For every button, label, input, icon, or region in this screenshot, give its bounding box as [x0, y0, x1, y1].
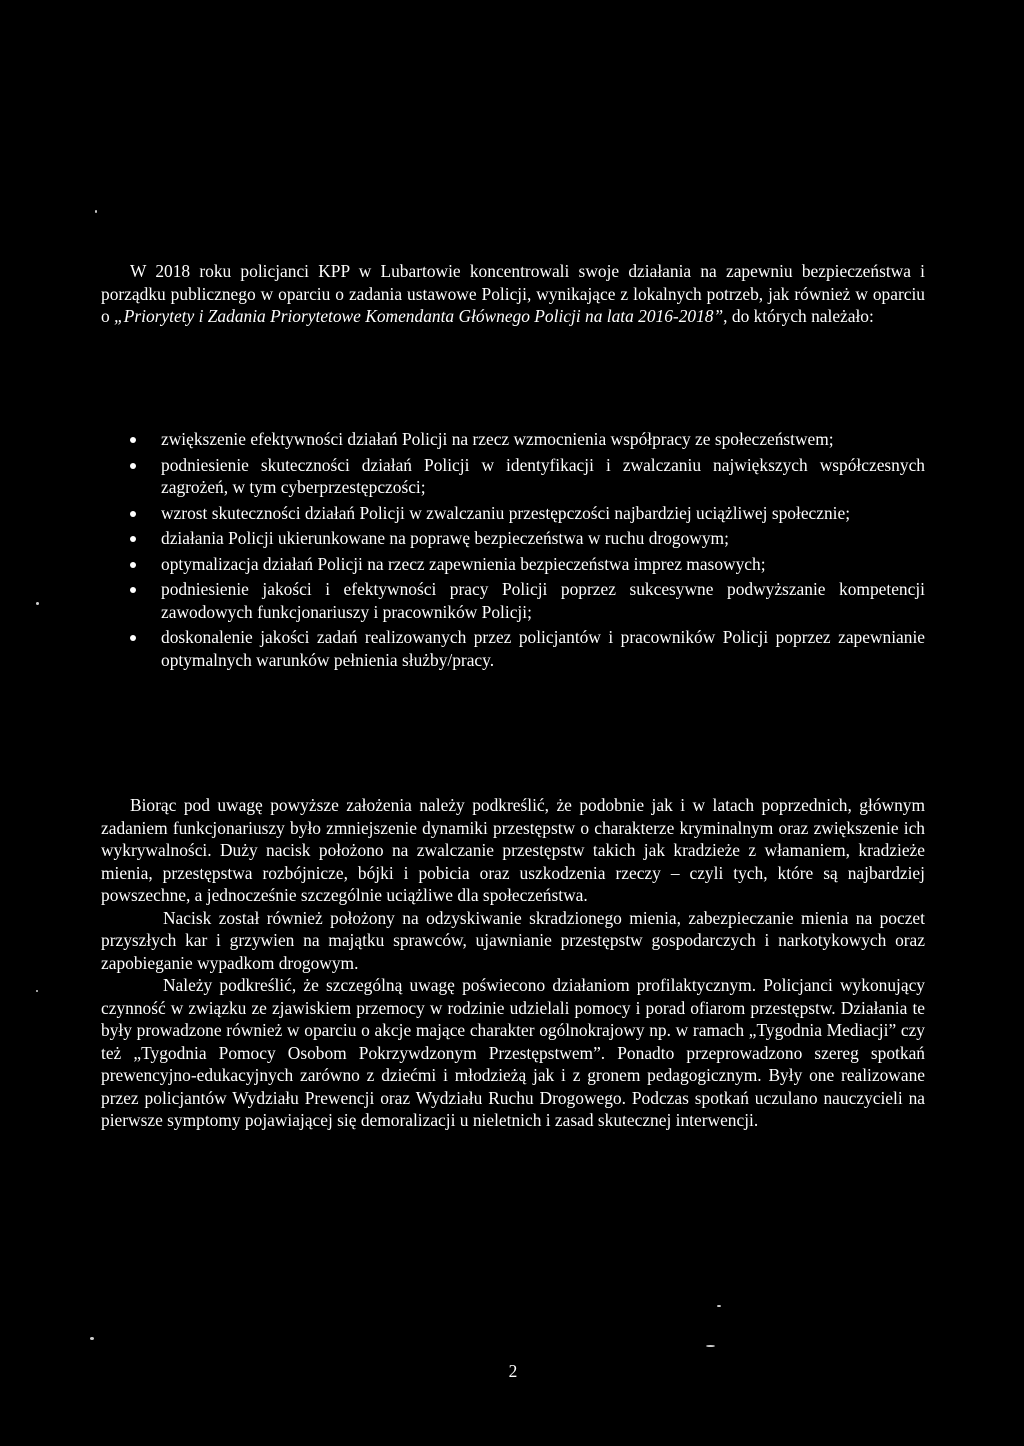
bullet-icon	[130, 437, 136, 443]
list-item	[161, 578, 925, 623]
intro-text-end: , do których należało:	[723, 306, 874, 326]
list-item	[161, 527, 925, 550]
list-item-text: zwiększenie efektywności działań Policji na rzecz wzmocnienia współpracy ze społeczeństwem;	[161, 429, 834, 449]
summary-paragraph: Biorąc pod uwagę powyższe założenia należy podkreślić, że podobnie jak i w latach poprzednich, głównym zadaniem funkcjonariuszy było zmniejszenie dynamiki przestępstw o charakterze kryminalnym oraz zwiększenie ich wykrywalności. Duży nacisk położono na zwalczanie przestępstw takich jak kradzieże z włamaniem, kradzieże mienia, przestępstwa rozbójnicze, bójki i pobicia oraz uszkodzenia rzeczy – czyli tych, które są najbardziej powszechne, a jednocześnie szczególnie uciążliwe dla społeczeństwa.	[101, 795, 925, 905]
bullet-icon	[130, 463, 136, 469]
bullet-icon	[130, 562, 136, 568]
summary-section	[101, 794, 925, 1132]
bullet-icon	[130, 587, 136, 593]
scan-speck	[36, 990, 38, 992]
priorities-list	[161, 428, 925, 674]
list-item	[161, 502, 925, 525]
summary-paragraph: Nacisk został również położony na odzyskiwanie skradzionego mienia, zabezpieczanie mienia na poczet przyszłych kar i grzywien na majątku sprawców, ujawnianie przestępstw gospodarczych i narkotykowych oraz zapobieganie wypadkom drogowym.	[101, 907, 925, 973]
list-item	[161, 626, 925, 671]
scan-speck	[90, 1337, 94, 1340]
priorities-title: „Priorytety i Zadania Priorytetowe Komendanta Głównego Policji na lata 2016-2018”	[114, 306, 724, 326]
scan-speck	[95, 210, 97, 213]
list-item-text: podniesienie skuteczności działań Policji w identyfikacji i zwalczaniu największych współczesnych zagrożeń, w tym cyberprzestępczości;	[161, 454, 925, 497]
list-item	[161, 454, 925, 499]
bullet-icon	[130, 536, 136, 542]
list-item-text: działania Policji ukierunkowane na poprawę bezpieczeństwa w ruchu drogowym;	[161, 528, 729, 548]
intro-text: W 2018 roku policjanci KPP w Lubartowie koncentrowali swoje działania na zapewniu bezpieczeństwa i porządku publicznego w oparciu o zadania ustawowe Policji, wynikające z lokalnych potrzeb, jak również w oparciu o	[101, 261, 925, 326]
scan-speck	[36, 602, 39, 605]
list-item	[161, 553, 925, 576]
intro-paragraph	[101, 260, 925, 328]
list-item-text: podniesienie jakości i efektywności pracy Policji poprzez sukcesywne podwyższanie kompetencji zawodowych funkcjonariuszy i pracowników Policji;	[161, 579, 925, 622]
list-item	[161, 428, 925, 451]
scan-speck	[717, 1305, 721, 1307]
scan-speck	[706, 1345, 715, 1347]
page-number: 2	[508, 1361, 518, 1381]
bullet-icon	[130, 635, 136, 641]
list-item-text: doskonalenie jakości zadań realizowanych przez policjantów i pracowników Policji poprzez zapewnianie optymalnych warunków pełnienia służby/pracy.	[161, 627, 925, 670]
list-item-text: optymalizacja działań Policji na rzecz zapewnienia bezpieczeństwa imprez masowych;	[161, 553, 766, 574]
prevention-paragraph: Należy podkreślić, że szczególną uwagę poświecono działaniom profilaktycznym. Policjanci wykonujący czynność w związku ze zjawiskiem przemocy w rodzinie udzielali pomocy i porad ofiarom przestępstw. Działania te były prowadzone również w oparciu o akcje mające charakter ogólnokrajowy np. w ramach „Tygodnia Mediacji” czy też „Tygodnia Pomocy Osobom Pokrzywdzonym Przestępstwem”. Ponadto przeprowadzono szereg spotkań prewencyjno-edukacyjnych zarówno z dziećmi i młodzieżą jak i z gronem pedagogicznym. Były one realizowane przez policjantów Wydziału Prewencji oraz Wydziału Ruchu Drogowego. Podczas spotkań uczulano nauczycieli na pierwsze symptomy pojawiającej się demoralizacji u nieletnich i zasad skutecznej interwencji.	[101, 975, 925, 1130]
list-item-text: wzrost skuteczności działań Policji w zwalczaniu przestępczości najbardziej uciążliwej społecznie;	[161, 502, 851, 523]
bullet-icon	[130, 511, 136, 517]
